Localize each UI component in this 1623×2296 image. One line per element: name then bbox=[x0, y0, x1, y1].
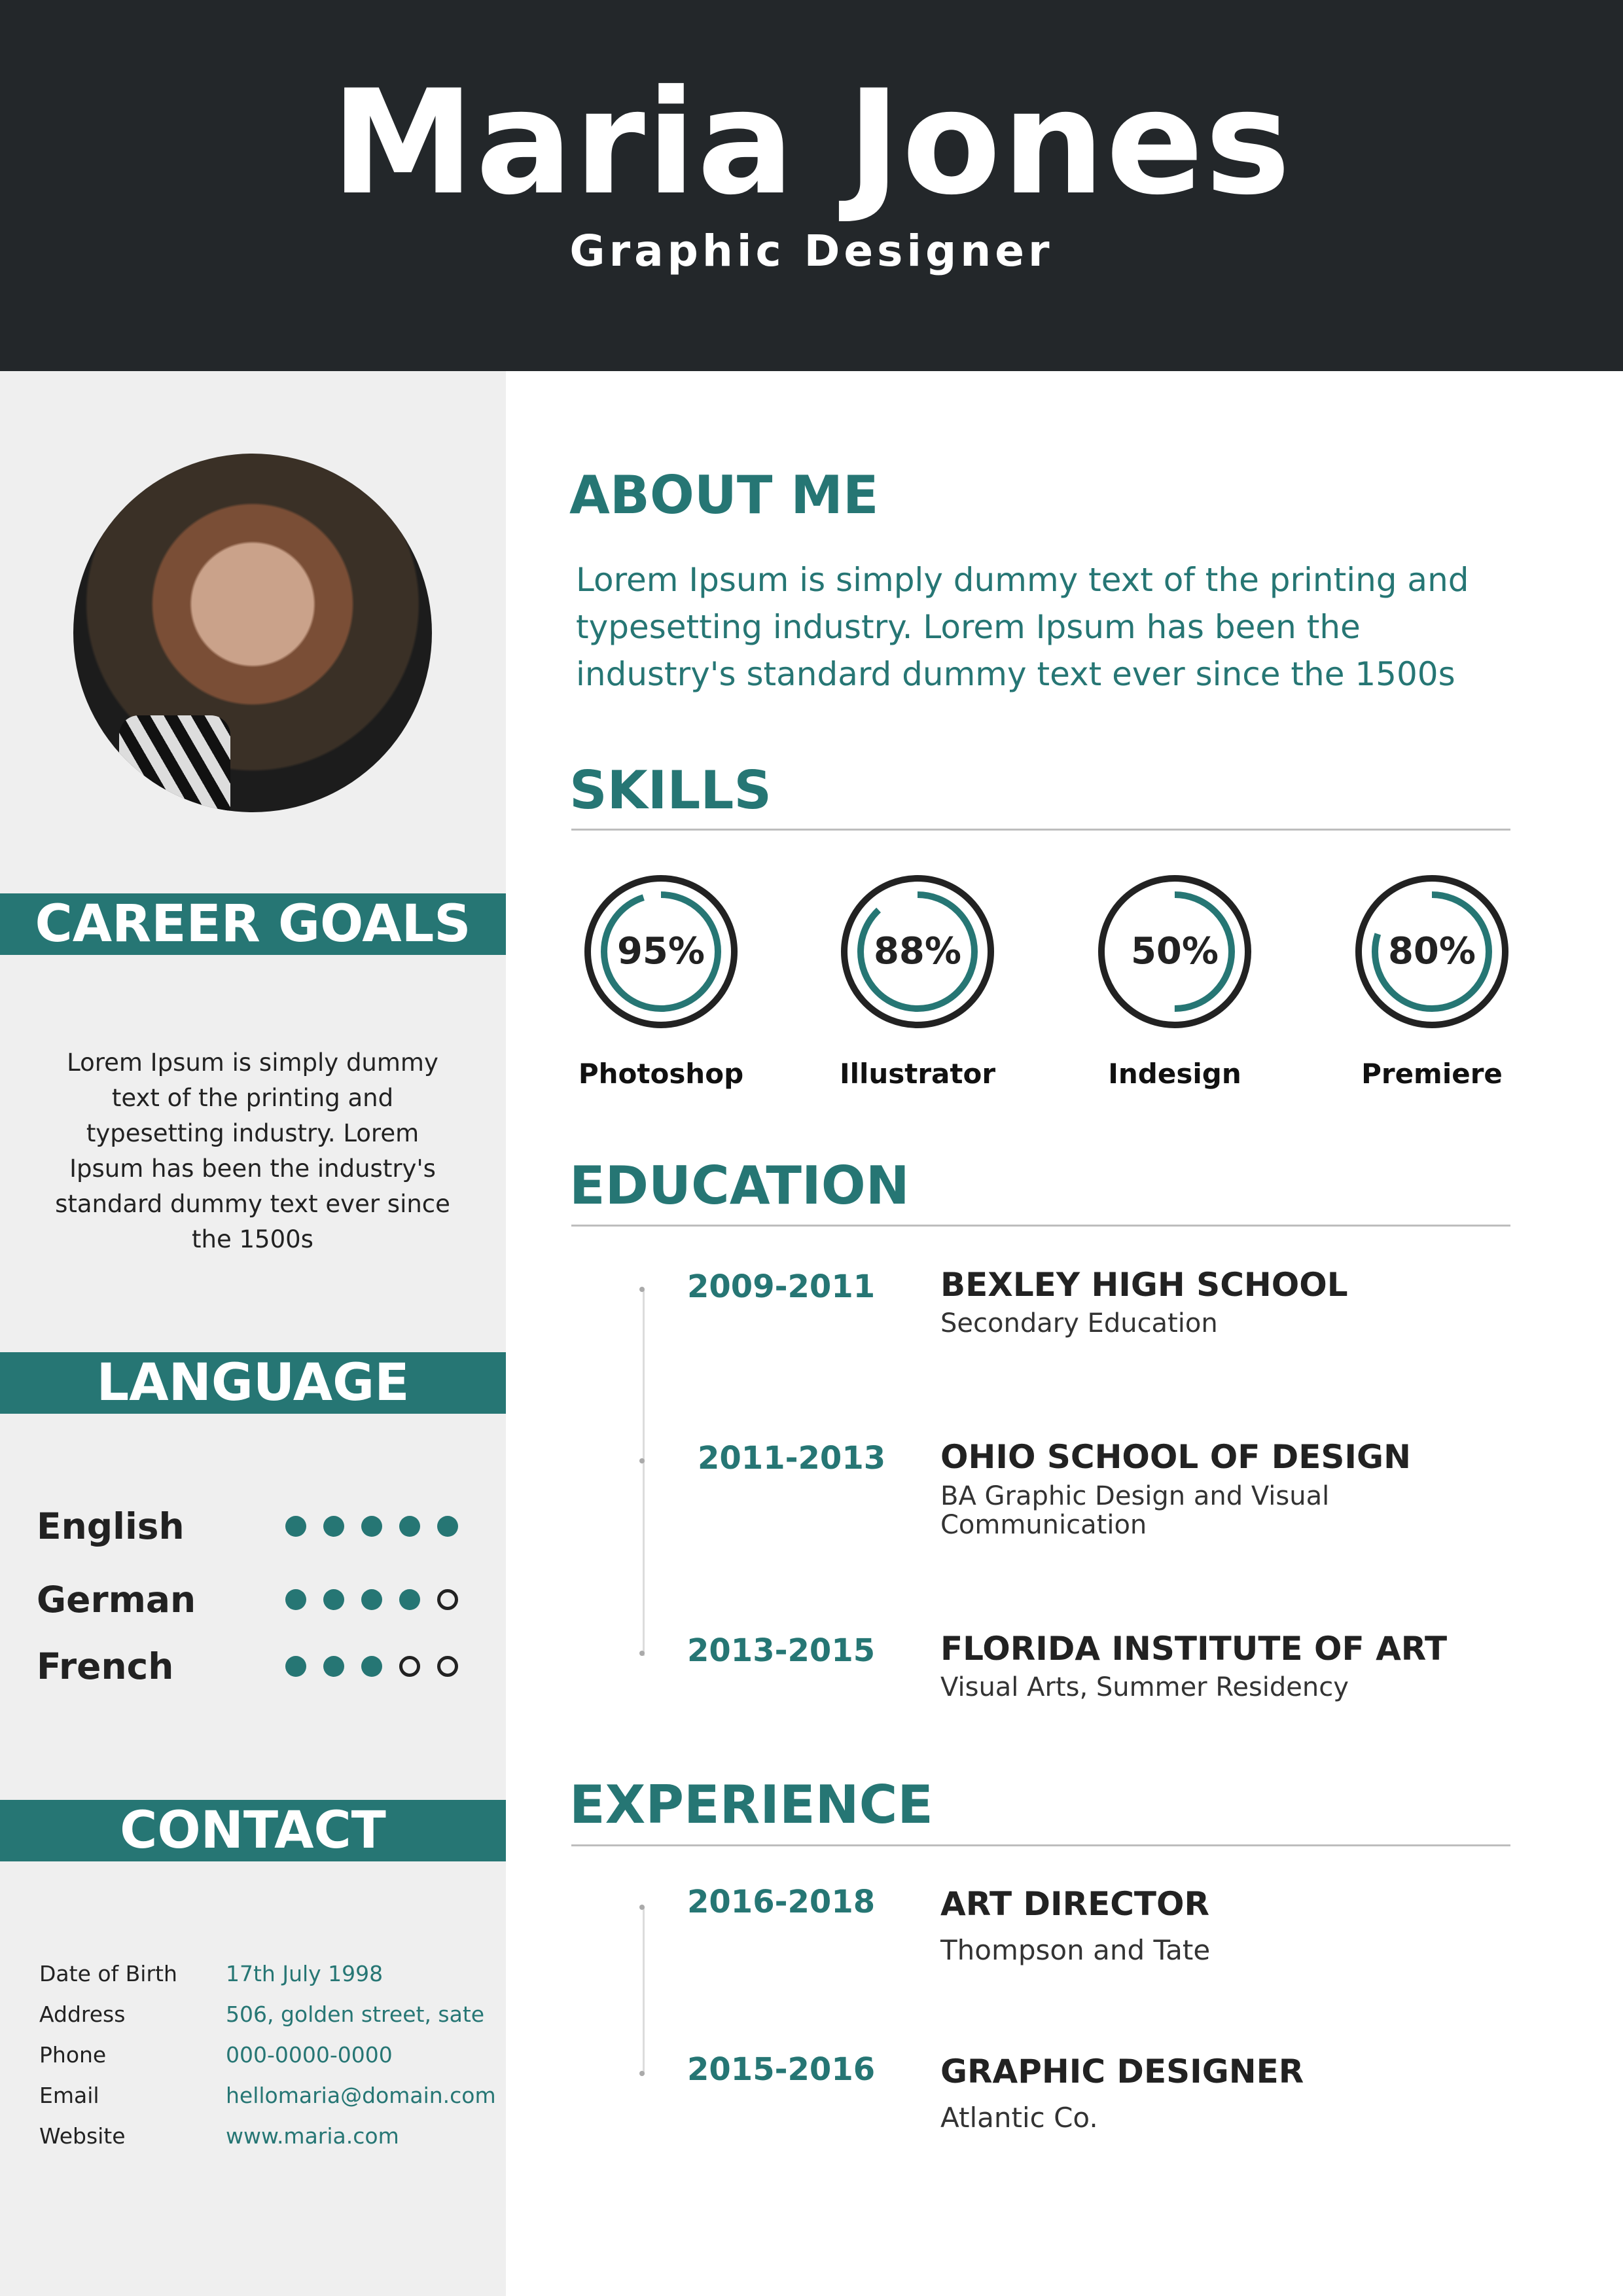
timeline-dot bbox=[639, 1651, 645, 1656]
level-dot-filled bbox=[437, 1516, 458, 1537]
skill-name: Indesign bbox=[1108, 1058, 1241, 1090]
career-goals-text: Lorem Ipsum is simply dummy text of the printing and typesetting industry. Lorem Ipsum has been the industry's standard dummy text ever since the 1500s bbox=[55, 1049, 450, 1253]
education-timeline bbox=[643, 1289, 645, 1656]
contact-label: Email bbox=[39, 2083, 99, 2108]
contact-row bbox=[39, 2036, 497, 2075]
level-dot-filled bbox=[361, 1589, 382, 1610]
experience-years: 2015-2016 bbox=[687, 2051, 876, 2088]
contact-value[interactable]: www.maria.com bbox=[226, 2123, 399, 2149]
education-years: 2009-2011 bbox=[687, 1268, 876, 1305]
timeline-dot bbox=[639, 1905, 645, 1910]
contact-label: Phone bbox=[39, 2042, 107, 2068]
skill-item bbox=[562, 873, 758, 1109]
language-name: French bbox=[37, 1645, 174, 1687]
skill-item bbox=[818, 873, 1014, 1109]
education-divider bbox=[571, 1225, 1510, 1227]
experience-divider bbox=[571, 1844, 1510, 1846]
level-dot-empty bbox=[399, 1656, 420, 1677]
education-heading: EDUCATION bbox=[569, 1155, 910, 1216]
experience-heading: EXPERIENCE bbox=[569, 1774, 933, 1835]
contact-row bbox=[39, 1954, 497, 1994]
career-goals-heading: CAREER GOALS bbox=[0, 893, 506, 955]
contact-heading: CONTACT bbox=[0, 1800, 506, 1861]
resume-header bbox=[0, 0, 1623, 371]
skill-percent: 80% bbox=[1387, 930, 1476, 973]
experience-company: Thompson and Tate bbox=[940, 1934, 1211, 1966]
skill-name: Illustrator bbox=[839, 1058, 996, 1090]
timeline-dot bbox=[639, 1287, 645, 1292]
experience-company: Atlantic Co. bbox=[940, 2102, 1098, 2134]
person-role: Graphic Designer bbox=[569, 226, 1054, 276]
level-dot-filled bbox=[285, 1516, 306, 1537]
level-dot-empty bbox=[437, 1656, 458, 1677]
person-name: Maria Jones bbox=[330, 59, 1293, 226]
skills-divider bbox=[571, 829, 1510, 831]
skill-percent: 95% bbox=[616, 930, 705, 973]
profile-photo bbox=[73, 454, 432, 812]
contact-row bbox=[39, 2117, 497, 2156]
education-detail: Secondary Education bbox=[940, 1308, 1218, 1338]
level-dot-filled bbox=[285, 1656, 306, 1677]
contact-row bbox=[39, 1995, 497, 2034]
level-dot-empty bbox=[437, 1589, 458, 1610]
language-name: English bbox=[37, 1505, 185, 1547]
language-row bbox=[37, 1573, 482, 1626]
skill-item bbox=[1075, 873, 1272, 1109]
skill-percent: 88% bbox=[873, 930, 962, 973]
level-dot-filled bbox=[323, 1656, 344, 1677]
education-years: 2011-2013 bbox=[698, 1440, 886, 1477]
language-level-dots bbox=[285, 1516, 458, 1538]
timeline-dot bbox=[639, 2071, 645, 2076]
contact-label: Address bbox=[39, 2001, 126, 2027]
level-dot-filled bbox=[285, 1589, 306, 1610]
language-level-dots bbox=[285, 1589, 458, 1611]
contact-value: 17th July 1998 bbox=[226, 1961, 383, 1986]
about-text: Lorem Ipsum is simply dummy text of the printing and typesetting industry. Lorem Ipsum has been the industry's standard dummy text ever since the 1500s bbox=[576, 561, 1469, 693]
education-school: BEXLEY HIGH SCHOOL bbox=[940, 1266, 1348, 1304]
level-dot-filled bbox=[399, 1589, 420, 1610]
contact-label: Date of Birth bbox=[39, 1961, 177, 1986]
language-level-dots bbox=[285, 1656, 458, 1678]
language-name: German bbox=[37, 1579, 196, 1621]
level-dot-filled bbox=[323, 1516, 344, 1537]
education-detail: Visual Arts, Summer Residency bbox=[940, 1672, 1349, 1702]
level-dot-filled bbox=[323, 1589, 344, 1610]
contact-row bbox=[39, 2076, 497, 2115]
level-dot-filled bbox=[361, 1516, 382, 1537]
skill-name: Photoshop bbox=[578, 1058, 744, 1090]
language-row bbox=[37, 1500, 482, 1552]
about-heading: ABOUT ME bbox=[569, 465, 879, 526]
education-school: FLORIDA INSTITUTE OF ART bbox=[940, 1630, 1448, 1668]
education-school: OHIO SCHOOL OF DESIGN bbox=[940, 1438, 1411, 1476]
skill-name: Premiere bbox=[1361, 1058, 1503, 1090]
level-dot-filled bbox=[361, 1656, 382, 1677]
education-years: 2013-2015 bbox=[687, 1632, 876, 1669]
contact-value[interactable]: hellomaria@domain.com bbox=[226, 2083, 496, 2108]
contact-value: 000-0000-0000 bbox=[226, 2042, 393, 2068]
level-dot-filled bbox=[399, 1516, 420, 1537]
experience-timeline bbox=[643, 1907, 645, 2075]
skill-item bbox=[1332, 873, 1529, 1109]
contact-label: Website bbox=[39, 2123, 126, 2149]
language-row bbox=[37, 1640, 482, 1693]
skills-heading: SKILLS bbox=[569, 760, 772, 821]
education-detail: BA Graphic Design and Visual Communication bbox=[940, 1481, 1330, 1540]
experience-role: ART DIRECTOR bbox=[940, 1885, 1210, 1923]
contact-value: 506, golden street, sate bbox=[226, 2001, 485, 2027]
experience-role: GRAPHIC DESIGNER bbox=[940, 2053, 1304, 2090]
skill-percent: 50% bbox=[1130, 930, 1219, 973]
language-heading: LANGUAGE bbox=[0, 1352, 506, 1414]
experience-years: 2016-2018 bbox=[687, 1884, 876, 1920]
timeline-dot bbox=[639, 1458, 645, 1463]
